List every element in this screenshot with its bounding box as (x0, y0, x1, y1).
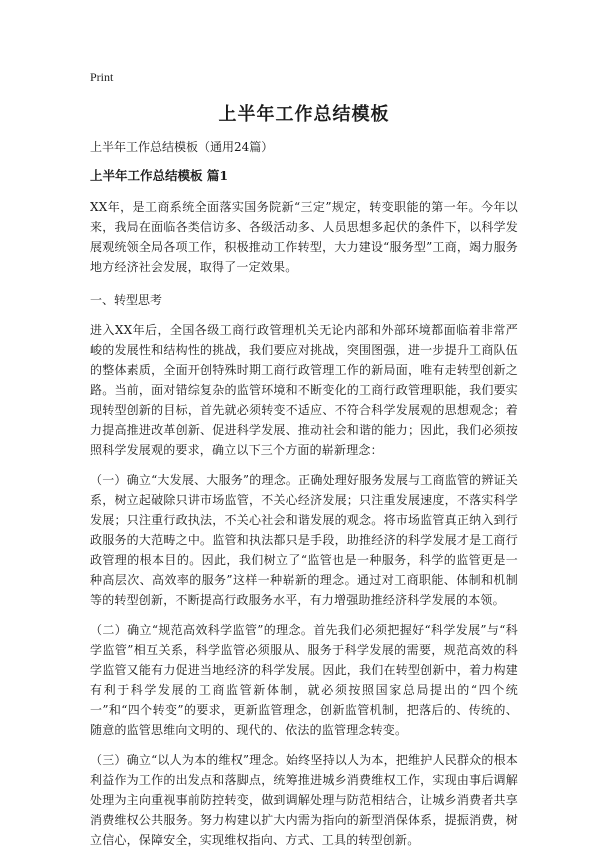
paragraph-intro: XX年，是工商系统全面落实国务院新“三定”规定，转变职能的第一年。今年以来，我局在面临各类信访多、各级活动多、人员思想多起伏的条件下，以科学发展观统领全局各项工作，积极推动工作转型，大力建设“服务型”工商，竭力服务地方经济社会发展，取得了一定效果。 (90, 200, 518, 274)
document-title: 上半年工作总结模板 (218, 104, 390, 125)
paragraph-point-1: （一）确立“大发展、大服务”的理念。正确处理好服务发展与工商监管的辨证关系，树立起破除只讲市场监管，不关心经济发展；只注重发展速度，不落实科学发展；只注重行政执法，不关心社会和谐发展的观念。将市场监管真正纳入到行政服务的大范畴之中。监管和执法都只是手段，助推经济的科学发展才是工商行政管理的根本目的。因此，我们树立了“监管也是一种服务，科学的监管更是一种高层次、高效率的服务”这样一种崭新的理念。通过对工商职能、体制和机制等的转型创新，不断提高行政服务水平，有力增强助推经济科学发展的本领。 (90, 473, 518, 607)
paragraph-point-2: （二）确立“规范高效科学监管”的理念。首先我们必须把握好“科学发展”与“科学监管”相互关系，科学监管必须服从、服务于科学发展的需要，规范高效的科学监管又能有力促进当地经济的科学发展。因此，我们在转型创新中，着力构建有利于科学发展的工商监管新体制，就必须按照国家总局提出的“四个统一”和“四个转变”的要求，更新监管理念，创新监管机制，把落后的、传统的、随意的监管思维向文明的、现代的、依法的监管理念转变。 (90, 623, 518, 737)
print-label[interactable]: Print (90, 70, 114, 84)
document-subtitle: 上半年工作总结模板（通用24篇） (90, 140, 274, 154)
section-heading: 上半年工作总结模板 篇1 (90, 168, 229, 183)
subheading-transformation: 一、转型思考 (90, 293, 163, 307)
document-page (90, 68, 518, 850)
paragraph-body: 进入XX年后，全国各级工商行政管理机关无论内部和外部环境都面临着非常严峻的发展性和结构性的挑战，我们要应对挑战，突围图强，进一步提升工商队伍的整体素质，全面开创特殊时期工商行政管理工作的新局面，唯有走转型创新之路。当前，面对错综复杂的监管环境和不断变化的工商行政管理职能，我们要实现转型创新的目标，首先就必须转变不适应、不符合科学发展观的思想观念；着力提高推进改革创新、促进科学发展、推动社会和谐的能力；因此，我们必须按照科学发展观的要求，确立以下三个方面的崭新理念： (90, 323, 518, 457)
paragraph-point-3: （三）确立“以人为本的维权”理念。始终坚持以人为本，把维护人民群众的根本利益作为工作的出发点和落脚点，统筹推进城乡消费维权工作，实现由事后调解处理为主向重视事前防控转变，做到调解处理与防范相结合，让城乡消费者共享消费维权公共服务。努力构建以扩大内需为指向的新型消保体系，提振消费，树立信心，保障安全，实现维权指向、方式、工具的转型创新。 (90, 753, 518, 847)
